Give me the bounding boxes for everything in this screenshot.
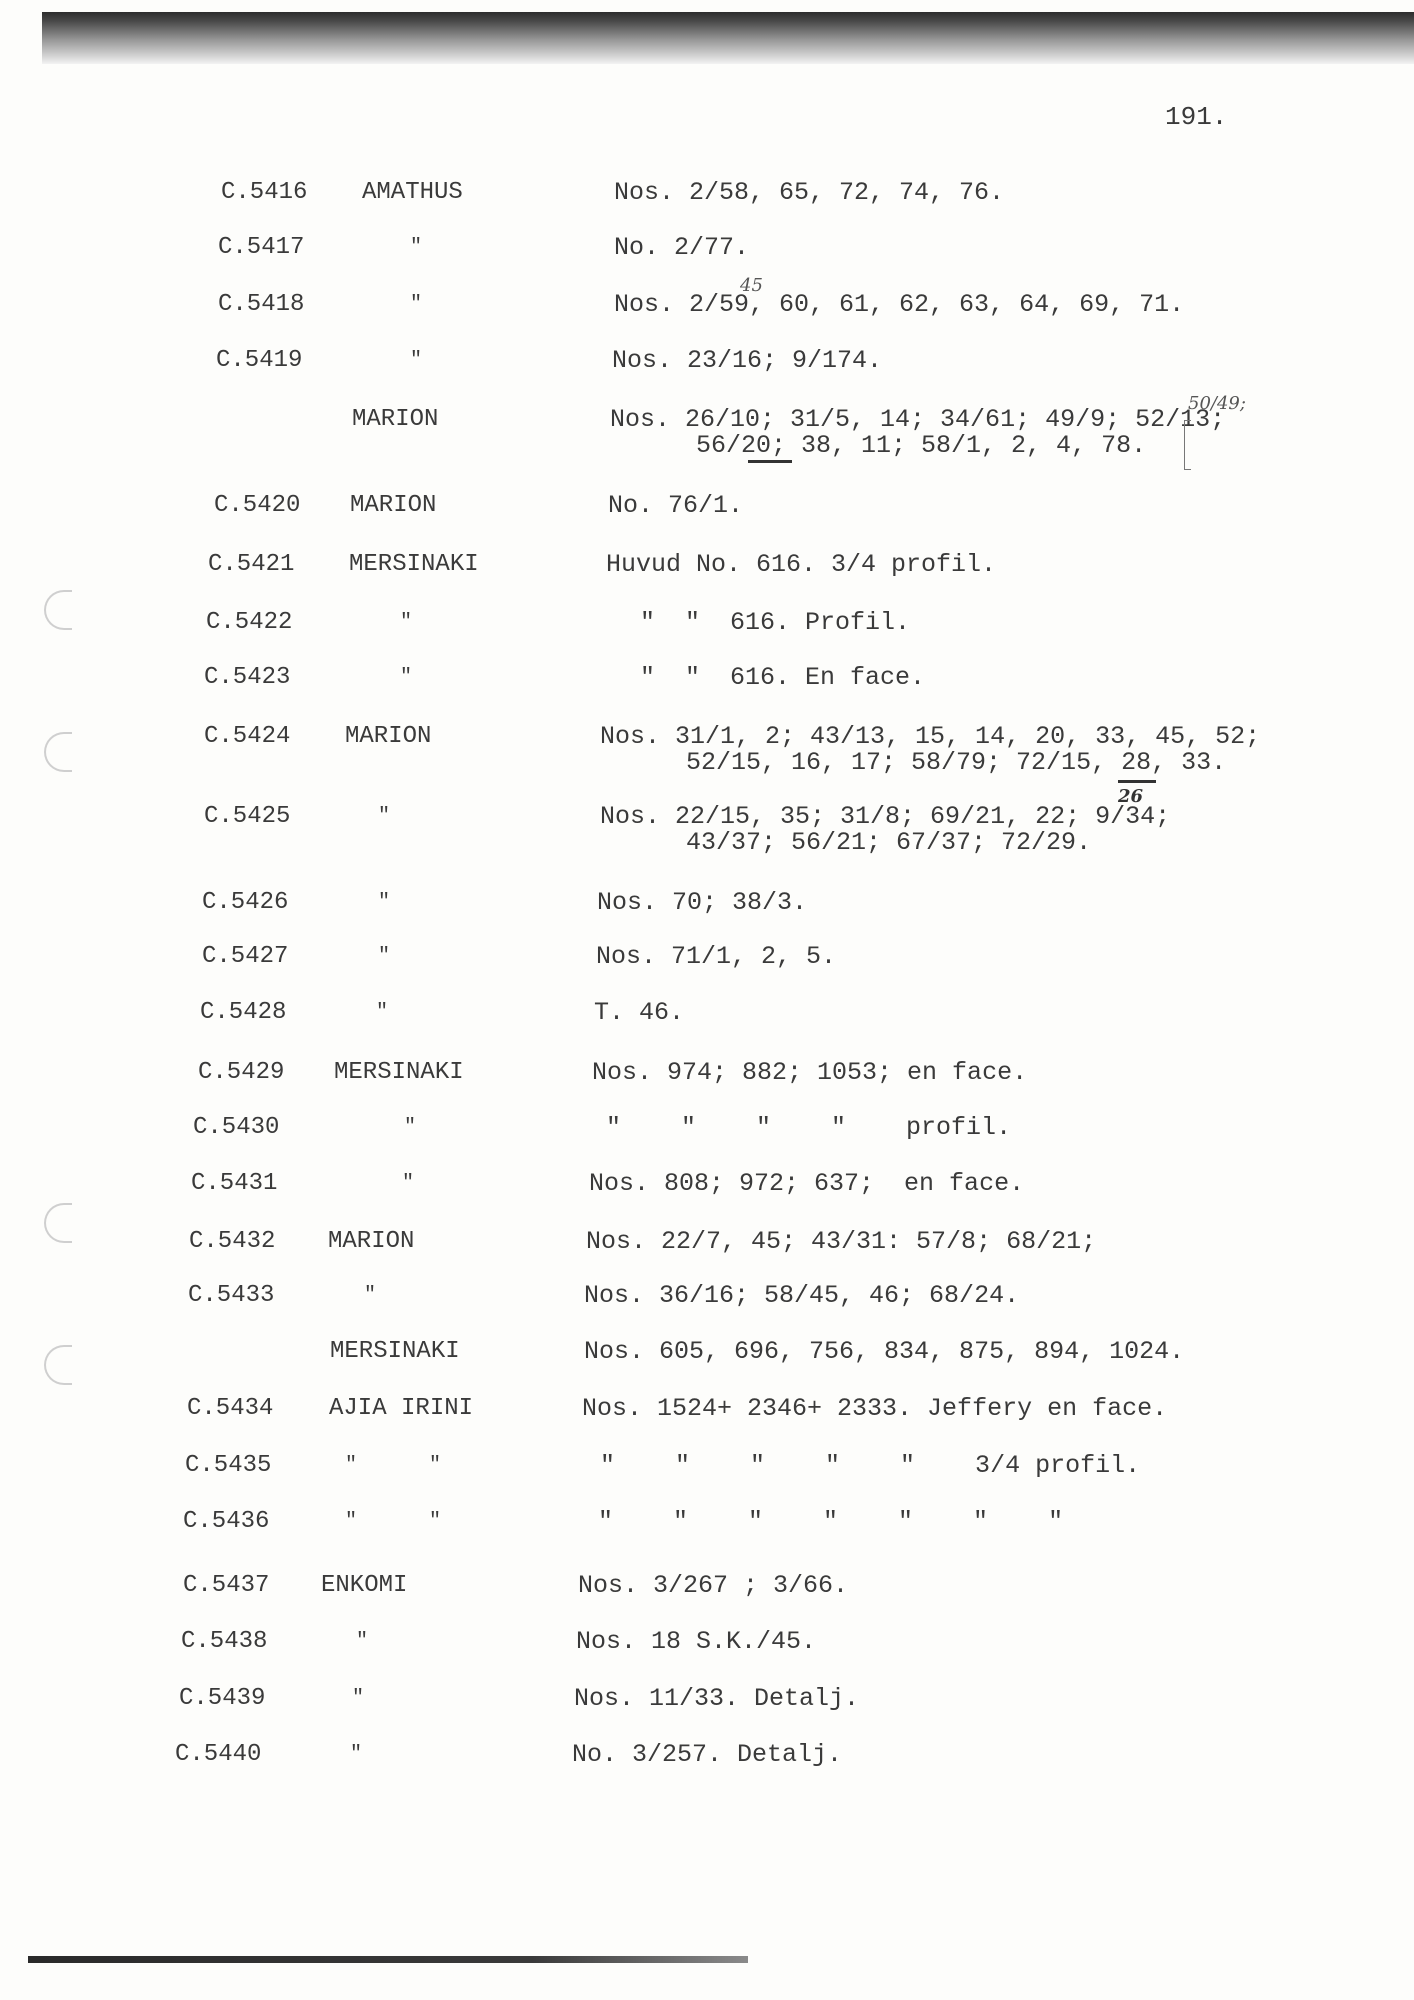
object-numbers-continued: 56/20; 38, 11; 58/1, 2, 4, 78. — [696, 431, 1147, 460]
catalogue-code: C.5430 — [193, 1114, 280, 1141]
site-name: " — [402, 1172, 415, 1195]
object-numbers: Nos. 22/15, 35; 31/8; 69/21, 22; 9/34; — [600, 802, 1171, 831]
site-name: " — [410, 236, 423, 259]
site-name: MARION — [328, 1228, 415, 1255]
object-numbers: Nos. 605, 696, 756, 834, 875, 894, 1024. — [584, 1337, 1185, 1366]
scan-bottom-edge — [28, 1956, 748, 1963]
site-name: " — [378, 945, 391, 968]
object-numbers: Nos. 11/33. Detalj. — [574, 1684, 860, 1713]
object-numbers: Nos. 2/58, 65, 72, 74, 76. — [614, 178, 1005, 207]
site-name: " " — [345, 1510, 442, 1533]
object-numbers: Huvud No. 616. 3/4 profil. — [606, 550, 997, 579]
catalogue-code: C.5436 — [183, 1508, 270, 1535]
object-numbers: Nos. 31/1, 2; 43/13, 15, 14, 20, 33, 45, 52; — [600, 722, 1261, 751]
object-numbers: " " 616. Profil. — [640, 608, 911, 637]
site-name: ENKOMI — [321, 1572, 408, 1599]
site-name: " — [400, 666, 413, 689]
object-numbers: Nos. 70; 38/3. — [597, 888, 808, 917]
site-name: MARION — [352, 406, 439, 433]
punch-hole-mark — [44, 1203, 72, 1243]
object-numbers: Nos. 36/16; 58/45, 46; 68/24. — [584, 1281, 1020, 1310]
site-name: MARION — [345, 723, 432, 750]
catalogue-code: C.5429 — [198, 1059, 285, 1086]
catalogue-code: C.5428 — [200, 999, 287, 1026]
catalogue-code: C.5418 — [218, 291, 305, 318]
site-name: MERSINAKI — [349, 551, 479, 578]
page-number: 191. — [1165, 102, 1228, 132]
site-name: AJIA IRINI — [329, 1395, 474, 1422]
object-numbers: " " " " " 3/4 profil. — [600, 1451, 1141, 1480]
handwritten-note: 50/49; — [1188, 393, 1246, 414]
object-numbers: Nos. 22/7, 45; 43/31: 57/8; 68/21; — [586, 1227, 1097, 1256]
catalogue-code: C.5438 — [181, 1628, 268, 1655]
object-numbers: Nos. 18 S.K./45. — [576, 1627, 817, 1656]
site-name: MERSINAKI — [330, 1338, 460, 1365]
catalogue-code: C.5425 — [204, 803, 291, 830]
catalogue-code: C.5432 — [189, 1228, 276, 1255]
site-name: " — [364, 1284, 377, 1307]
site-name: MERSINAKI — [334, 1059, 464, 1086]
catalogue-code: C.5427 — [202, 943, 289, 970]
catalogue-code: C.5420 — [214, 492, 301, 519]
object-numbers: No. 76/1. — [608, 491, 744, 520]
object-numbers: No. 3/257. Detalj. — [572, 1740, 843, 1769]
catalogue-code: C.5426 — [202, 889, 289, 916]
object-numbers: " " " " profil. — [606, 1113, 1012, 1142]
catalogue-code: C.5433 — [188, 1282, 275, 1309]
object-numbers: Nos. 23/16; 9/174. — [612, 346, 883, 375]
object-numbers-continued: 52/15, 16, 17; 58/79; 72/15, 28, 33. — [686, 748, 1227, 777]
object-numbers: Nos. 808; 972; 637; en face. — [589, 1169, 1025, 1198]
punch-hole-mark — [44, 732, 72, 772]
catalogue-code: C.5437 — [183, 1572, 270, 1599]
catalogue-code: C.5422 — [206, 609, 293, 636]
site-name: " — [352, 1687, 365, 1710]
site-name: " — [378, 891, 391, 914]
catalogue-code: C.5440 — [175, 1741, 262, 1768]
handwritten-note: 26 — [1118, 786, 1144, 807]
site-name: " — [400, 611, 413, 634]
catalogue-code: C.5439 — [179, 1685, 266, 1712]
object-numbers: Nos. 1524+ 2346+ 2333. Jeffery en face. — [582, 1394, 1168, 1423]
catalogue-code: C.5417 — [218, 234, 305, 261]
catalogue-code: C.5424 — [204, 723, 291, 750]
catalogue-code: C.5423 — [204, 664, 291, 691]
object-numbers: Nos. 26/10; 31/5, 14; 34/61; 49/9; 52/13; — [610, 405, 1226, 434]
object-numbers: " " 616. En face. — [640, 663, 926, 692]
object-numbers: Nos. 974; 882; 1053; en face. — [592, 1058, 1028, 1087]
object-numbers: " " " " " " " — [598, 1507, 1064, 1536]
object-numbers: T. 46. — [594, 998, 685, 1027]
punch-hole-mark — [44, 1345, 72, 1385]
site-name: " — [410, 349, 423, 372]
strikethrough-mark — [1118, 780, 1156, 783]
object-numbers: Nos. 71/1, 2, 5. — [596, 942, 837, 971]
object-numbers: Nos. 3/267 ; 3/66. — [578, 1571, 849, 1600]
site-name: AMATHUS — [362, 179, 463, 206]
catalogue-code: C.5434 — [187, 1395, 274, 1422]
site-name: " — [378, 805, 391, 828]
object-numbers-continued: 43/37; 56/21; 67/37; 72/29. — [686, 828, 1092, 857]
catalogue-code: C.5421 — [208, 551, 295, 578]
catalogue-code: C.5419 — [216, 347, 303, 374]
scan-top-edge — [42, 12, 1414, 64]
punch-hole-mark — [44, 590, 72, 630]
site-name: " — [404, 1116, 417, 1139]
object-numbers: No. 2/77. — [614, 233, 750, 262]
catalogue-code: C.5435 — [185, 1452, 272, 1479]
site-name: " — [356, 1630, 369, 1653]
site-name: " — [350, 1743, 363, 1766]
catalogue-code: C.5431 — [191, 1170, 278, 1197]
object-numbers: Nos. 2/59, 60, 61, 62, 63, 64, 69, 71. — [614, 290, 1185, 319]
site-name: " " — [345, 1454, 442, 1477]
site-name: " — [376, 1001, 389, 1024]
handwritten-bracket — [1184, 420, 1191, 470]
site-name: MARION — [350, 492, 437, 519]
site-name: " — [410, 293, 423, 316]
catalogue-code: C.5416 — [221, 179, 308, 206]
strikethrough-mark — [748, 460, 792, 463]
handwritten-note: 45 — [740, 275, 763, 296]
